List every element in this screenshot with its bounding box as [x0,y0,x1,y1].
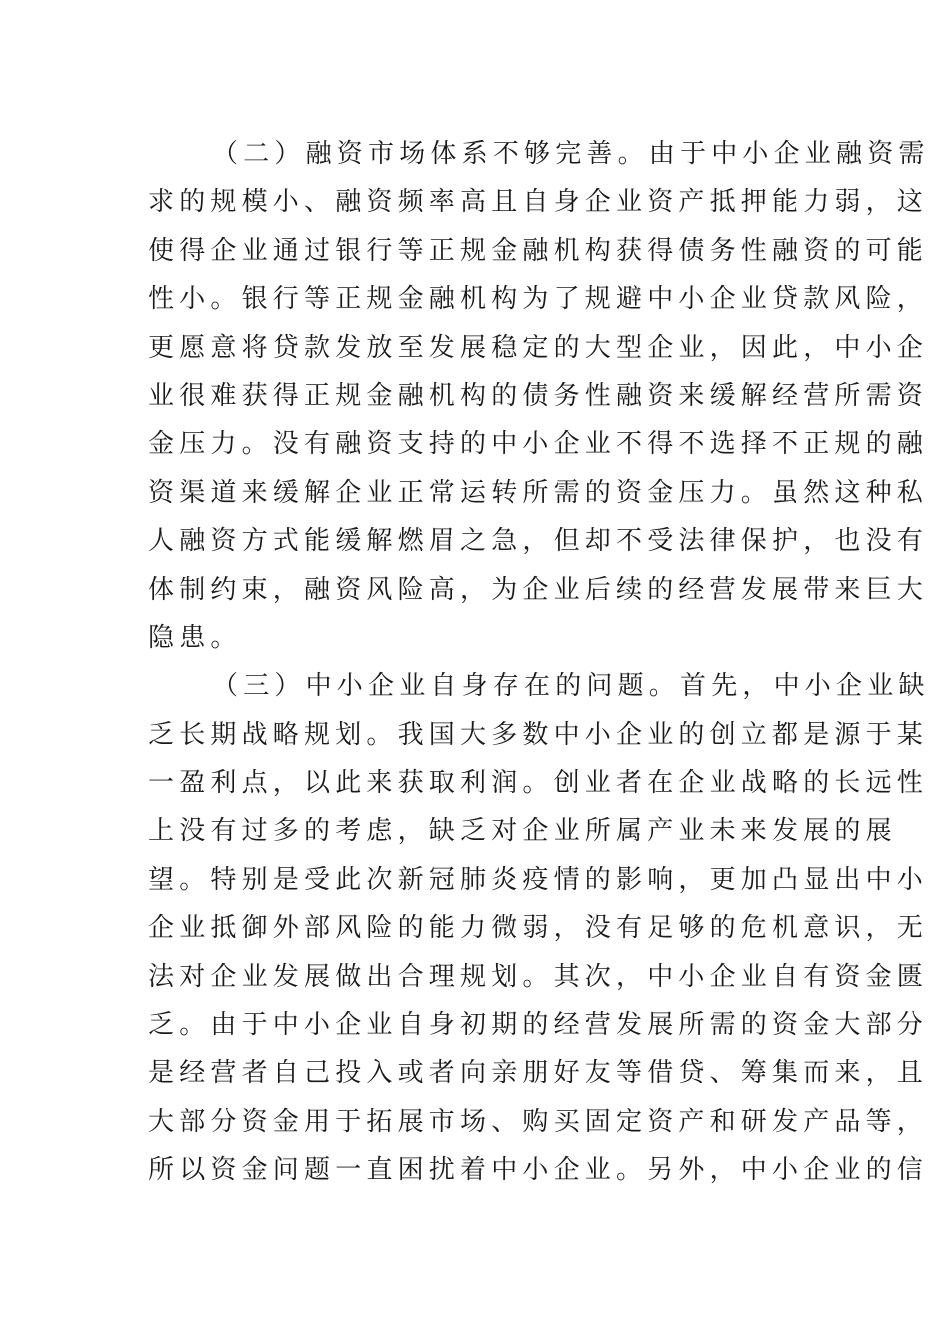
text-line: 法对企业发展做出合理规划。其次，中小企业自有资金匮 [148,961,929,992]
text-line: 上没有过多的考虑，缺乏对企业所属产业未来发展的展 [148,816,897,847]
text-line: 企业抵御外部风险的能力微弱，没有足够的危机意识，无 [148,913,929,944]
text-line: 乏。由于中小企业自身初期的经营发展所需的资金大部分 [148,1010,929,1041]
text-line: 使得企业通过银行等正规金融机构获得债务性融资的可能 [148,235,929,266]
paragraph-sme-problems [148,662,930,1194]
text-line: 隐患。 [148,622,242,653]
text-line: 一盈利点，以此来获取利润。创业者在企业战略的长远性 [148,768,929,799]
text-line: （二）融资市场体系不够完善。由于中小企业融资需 [212,139,930,169]
text-line: 体制约束，融资风险高，为企业后续的经营发展带来巨大 [148,574,929,605]
text-line: 望。特别是受此次新冠肺炎疫情的影响，更加凸显出中小 [148,864,929,895]
text-line: 人融资方式能缓解燃眉之急，但却不受法律保护，也没有 [148,526,929,557]
text-line: 是经营者自己投入或者向亲朋好友等借贷、筹集而来，且 [148,1058,929,1089]
text-line: （三）中小企业自身存在的问题。首先，中小企业缺 [212,671,930,702]
text-line: 求的规模小、融资频率高且自身企业资产抵押能力弱，这 [148,187,929,218]
paragraph-financing-market [148,130,930,662]
document-body [148,130,930,1195]
text-line: 更愿意将贷款发放至发展稳定的大型企业，因此，中小企 [148,332,929,363]
text-line: 资渠道来缓解企业正常运转所需的资金压力。虽然这种私 [148,477,929,508]
text-line: 性小。银行等正规金融机构为了规避中小企业贷款风险， [148,284,929,315]
text-line: 金压力。没有融资支持的中小企业不得不选择不正规的融 [148,429,929,460]
text-line: 业很难获得正规金融机构的债务性融资来缓解经营所需资 [148,380,929,411]
text-line: 大部分资金用于拓展市场、购买固定资产和研发产品等， [148,1106,929,1137]
text-line: 所以资金问题一直困扰着中小企业。另外，中小企业的信 [148,1155,929,1186]
text-line: 乏长期战略规划。我国大多数中小企业的创立都是源于某 [148,719,929,750]
